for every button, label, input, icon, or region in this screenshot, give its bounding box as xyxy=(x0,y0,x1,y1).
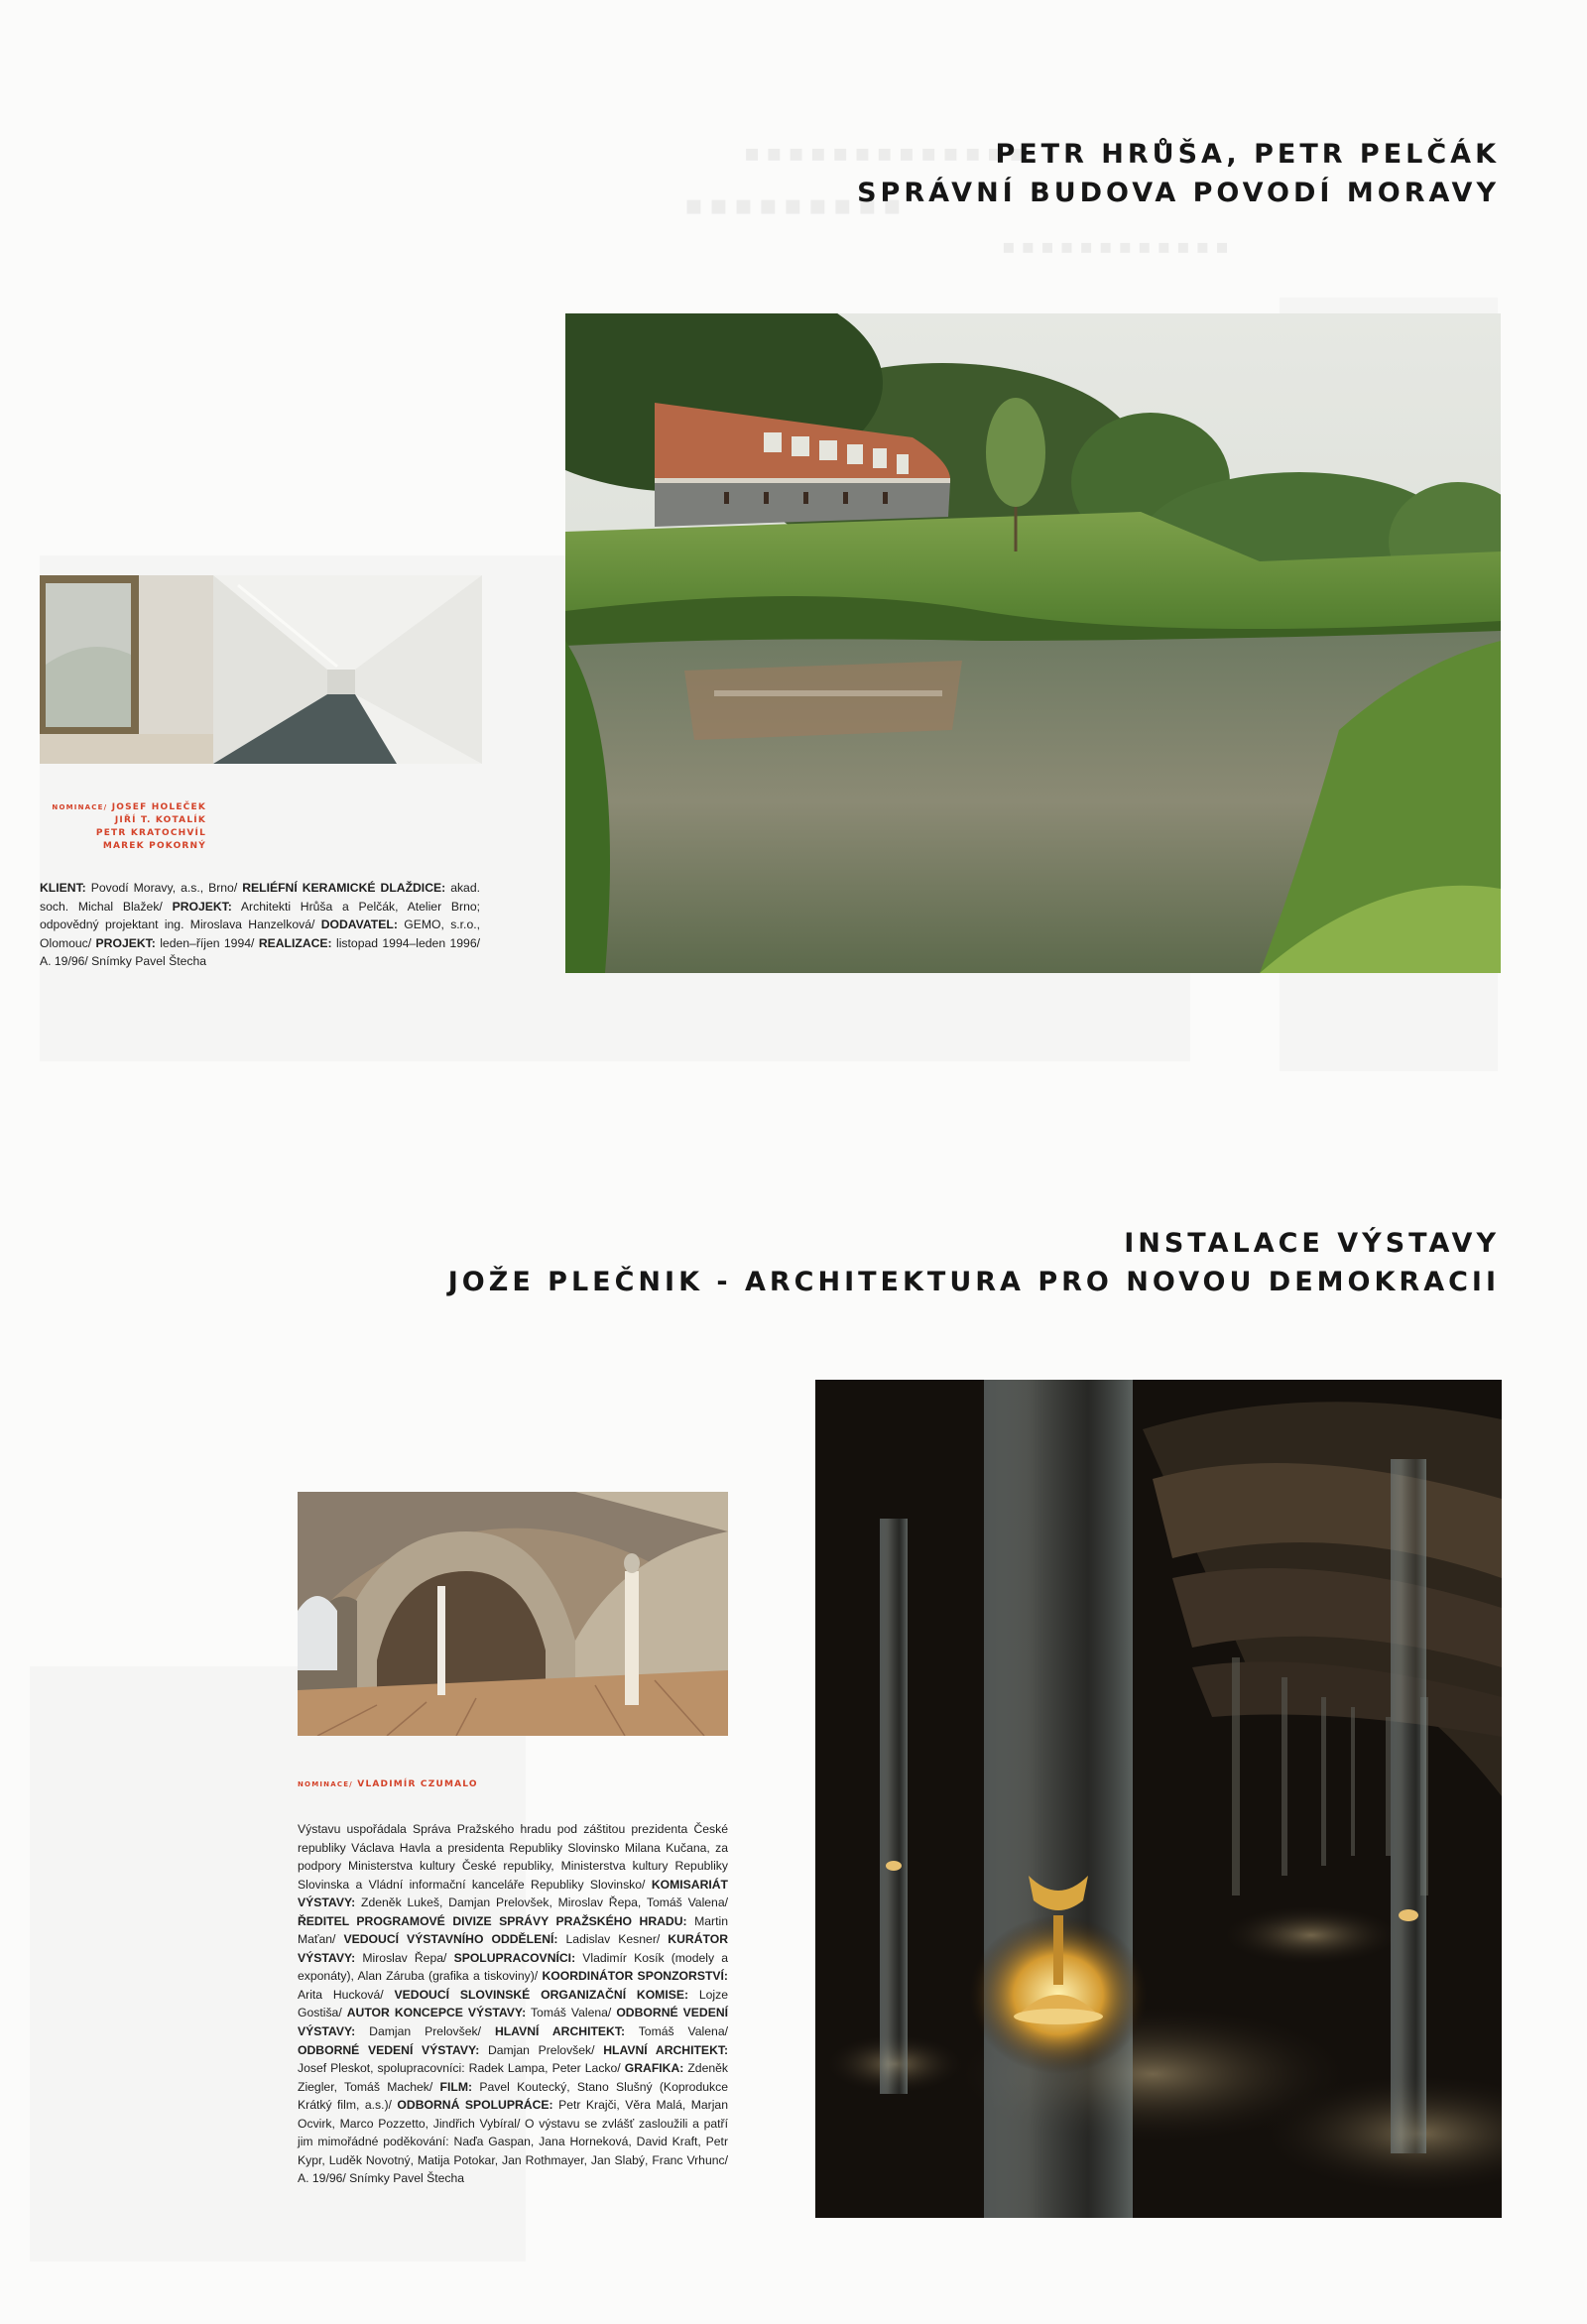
credit-label: HLAVNÍ ARCHITEKT: xyxy=(603,2042,729,2057)
credit-label: PROJEKT: xyxy=(95,935,156,950)
section1-title: SPRÁVNÍ BUDOVA POVODÍ MORAVY xyxy=(857,178,1500,209)
credit-label: ODBORNÉ VEDENÍ VÝSTAVY: xyxy=(298,2006,729,2039)
nominee-name: PETR KRATOCHVÍL xyxy=(95,828,206,839)
credit-text: akad. soch. Michal Blažek/ xyxy=(40,881,481,914)
show-through-text: ▪▪▪▪▪▪▪▪▪ xyxy=(684,188,908,221)
credit-label: DODAVATEL: xyxy=(320,917,398,932)
nomination-label: NOMINACE/ xyxy=(52,803,108,811)
credit-label: KURÁTOR VÝSTAVY: xyxy=(298,1932,729,1965)
credit-text: Tomáš Valena/ xyxy=(638,2024,728,2039)
credit-text: GEMO, s.r.o., Olomouc/ xyxy=(40,917,480,950)
credit-text: Miroslav Řepa/ xyxy=(362,1950,447,1965)
credit-label: REALIZACE: xyxy=(258,935,332,950)
section1-heading xyxy=(857,135,1500,212)
credit-label: SPOLUPRACOVNÍCI: xyxy=(453,1950,576,1965)
credit-text: Pavel Koutecký, Stano Slušný (Koprodukce Krátký film, a.s.)/ xyxy=(298,2079,728,2113)
show-through-text: ▪▪▪▪▪▪▪▪▪▪▪▪ xyxy=(1002,234,1235,258)
credit-text: Ladislav Kesner/ xyxy=(565,1932,661,1947)
credit-text: Povodí Moravy, a.s., Brno/ xyxy=(90,881,238,895)
credit-label: KOMISARIÁT VÝSTAVY: xyxy=(298,1877,728,1910)
nominee-name: MAREK POKORNÝ xyxy=(102,841,206,852)
credit-text: Architekti Hrůša a Pelčák, Atelier Brno; odpovědný projektant ing. Miroslava Hanzelková/ xyxy=(40,899,481,932)
credit-text: Damjan Prelovšek/ xyxy=(369,2024,481,2039)
nominee-name: VLADIMÍR CZUMALO xyxy=(357,1779,478,1789)
credit-text: Lojze Gostiša/ xyxy=(298,1987,729,2020)
credit-text: Arita Hucková/ xyxy=(298,1987,384,2002)
section1-authors: PETR HRŮŠA, PETR PELČÁK xyxy=(995,139,1500,170)
credit-label: KOORDINÁTOR SPONZORSTVÍ: xyxy=(542,1969,728,1984)
credit-text: Zdeněk Ziegler, Tomáš Machek/ xyxy=(298,2061,729,2094)
nominee-row xyxy=(40,801,206,814)
credit-text: listopad 1994–leden 1996/ A. 19/96/ Snímky Pavel Štecha xyxy=(40,935,481,969)
section1-nominees xyxy=(40,801,206,853)
credit-text: Zdeněk Lukeš, Damjan Prelovšek, Miroslav Řepa, Tomáš Valena/ xyxy=(361,1896,728,1910)
credit-text: Výstavu uspořádala Správa Pražského hradu pod záštitou prezidenta České republiky Václava Havla a presidenta Republiky Slovinsko Milana Kučana, za podpory Ministerstva kultury České republiky, Ministerstva kultury Republiky Slovinska a Vládní informační kanceláře Republiky Slovinsko/ xyxy=(298,1822,728,1892)
building-river-photo xyxy=(565,313,1501,973)
credit-label: RELIÉFNÍ KERAMICKÉ DLAŽDICE: xyxy=(242,881,446,895)
vaulted-hall-photo xyxy=(298,1492,728,1736)
credit-label: KLIENT: xyxy=(40,881,86,895)
credit-text: Josef Pleskot, spolupracovníci: Radek Lampa, Peter Lacko/ xyxy=(298,2061,621,2076)
credit-text: Tomáš Valena/ xyxy=(530,2006,612,2020)
show-through-text: ▪▪▪▪▪▪▪▪▪▪▪▪▪ xyxy=(744,139,1032,167)
credit-label: GRAFIKA: xyxy=(624,2061,684,2076)
nomination-label: NOMINACE/ xyxy=(298,1780,353,1788)
exhibition-glass-tubes-photo xyxy=(815,1380,1502,2218)
credit-label: VEDOUCÍ VÝSTAVNÍHO ODDĚLENÍ: xyxy=(343,1932,558,1947)
credit-text: Damjan Prelovšek/ xyxy=(487,2042,595,2057)
section1-credits xyxy=(40,879,480,971)
credit-text: Petr Krajči, Věra Malá, Marjan Ocvirk, Marco Pozzetto, Jindřich Vybíral/ O výstavu se zvlášť zasloužili a patří jim mimořádné poděkování: Naďa Gaspan, Jana Horneková, David Kraft, Petr Kypr, Luděk Novotný, Matija Potokar, Jan Rothmayer, Jan Slabý, Franc Vrhunc/ A. 19/96/ Snímky Pavel Štecha xyxy=(298,2098,728,2186)
nominee-name: JOSEF HOLEČEK xyxy=(111,802,206,812)
section2-nominee xyxy=(298,1778,478,1791)
credit-label: ŘEDITEL PROGRAMOVÉ DIVIZE SPRÁVY PRAŽSKÉHO HRADU: xyxy=(298,1913,687,1928)
section2-heading xyxy=(448,1224,1500,1301)
credit-label: ODBORNÁ SPOLUPRÁCE: xyxy=(397,2098,553,2113)
section2-credits xyxy=(298,1820,728,2188)
section2-title-line1: INSTALACE VÝSTAVY xyxy=(1124,1228,1500,1259)
credit-label: AUTOR KONCEPCE VÝSTAVY: xyxy=(346,2006,527,2020)
credit-label: VEDOUCÍ SLOVINSKÉ ORGANIZAČNÍ KOMISE: xyxy=(394,1987,689,2002)
nominee-name: JIŘÍ T. KOTALÍK xyxy=(114,815,206,826)
credit-label: PROJEKT: xyxy=(172,899,232,914)
credit-text: Martin Maťan/ xyxy=(298,1913,728,1947)
credit-label: FILM: xyxy=(439,2079,473,2094)
credit-label: HLAVNÍ ARCHITEKT: xyxy=(494,2024,625,2039)
section2-title-line2: JOŽE PLEČNIK - ARCHITEKTURA PRO NOVOU DEMOKRACII xyxy=(447,1267,1500,1298)
credit-label: ODBORNÉ VEDENÍ VÝSTAVY: xyxy=(298,2042,480,2057)
credit-text: Vladimír Kosík (modely a exponáty), Alan Záruba (grafika a tiskoviny)/ xyxy=(298,1950,728,1984)
credit-text: leden–říjen 1994/ xyxy=(160,935,255,950)
corridor-interior-photo xyxy=(40,575,482,764)
